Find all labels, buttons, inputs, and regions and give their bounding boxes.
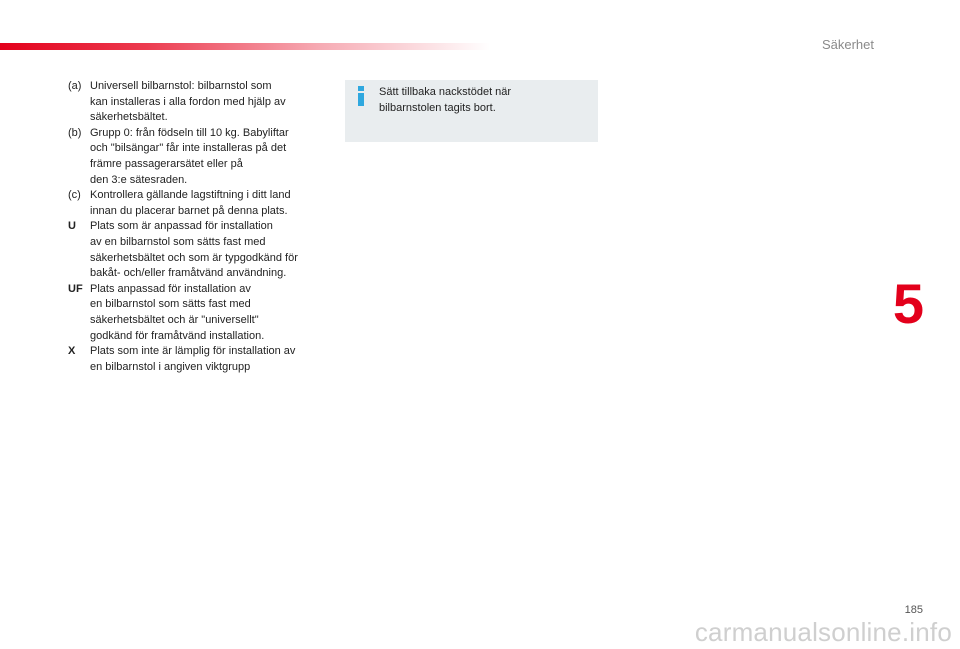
legend-key: UF xyxy=(68,282,83,295)
legend-key: (b) xyxy=(68,126,82,139)
legend-item xyxy=(68,188,330,219)
info-text: Sätt tillbaka nackstödet när bilbarnstolen tagits bort. xyxy=(379,86,512,114)
legend-key: U xyxy=(68,220,76,233)
legend-item xyxy=(68,282,330,344)
chapter-number: 5 xyxy=(892,272,924,335)
legend-item xyxy=(68,126,330,188)
legend-key: (c) xyxy=(68,189,81,202)
legend-item xyxy=(68,79,330,126)
legend-text: Plats som är anpassad för installation av en bilbarnstol som sätts fast med säkerhetsbältet och som är typgodkänd för bakåt- och/eller framåtvänd användning. xyxy=(90,220,298,280)
legend-key: (a) xyxy=(68,80,82,92)
info-box xyxy=(345,80,598,142)
info-icon xyxy=(356,86,366,106)
legend-key: X xyxy=(68,345,76,358)
legend-item xyxy=(68,219,330,281)
legend-text: Kontrollera gällande lagstiftning i ditt land innan du placerar barnet på denna plats. xyxy=(90,189,291,217)
watermark: carmanualsonline.info xyxy=(694,617,952,647)
header-red-bar xyxy=(0,43,490,50)
legend-list xyxy=(68,79,330,375)
legend-item xyxy=(68,344,330,375)
legend-text: Universell bilbarnstol: bilbarnstol som kan installeras i alla fordon med hjälp av säkerhetsbältet. xyxy=(90,80,286,124)
legend-text: Plats som inte är lämplig för installation av en bilbarnstol i angiven viktgrupp xyxy=(90,345,296,373)
legend-text: Grupp 0: från födseln till 10 kg. Babyliftar och "bilsängar" får inte installeras på det främre passagerarsätet eller på den 3:e sätesraden. xyxy=(90,126,289,186)
section-title: Säkerhet xyxy=(821,37,874,52)
legend-text: Plats anpassad för installation av en bilbarnstol som sätts fast med säkerhetsbältet och är "universellt" godkänd för framåtvänd installation. xyxy=(90,282,265,342)
page-number: 185 xyxy=(904,604,923,616)
